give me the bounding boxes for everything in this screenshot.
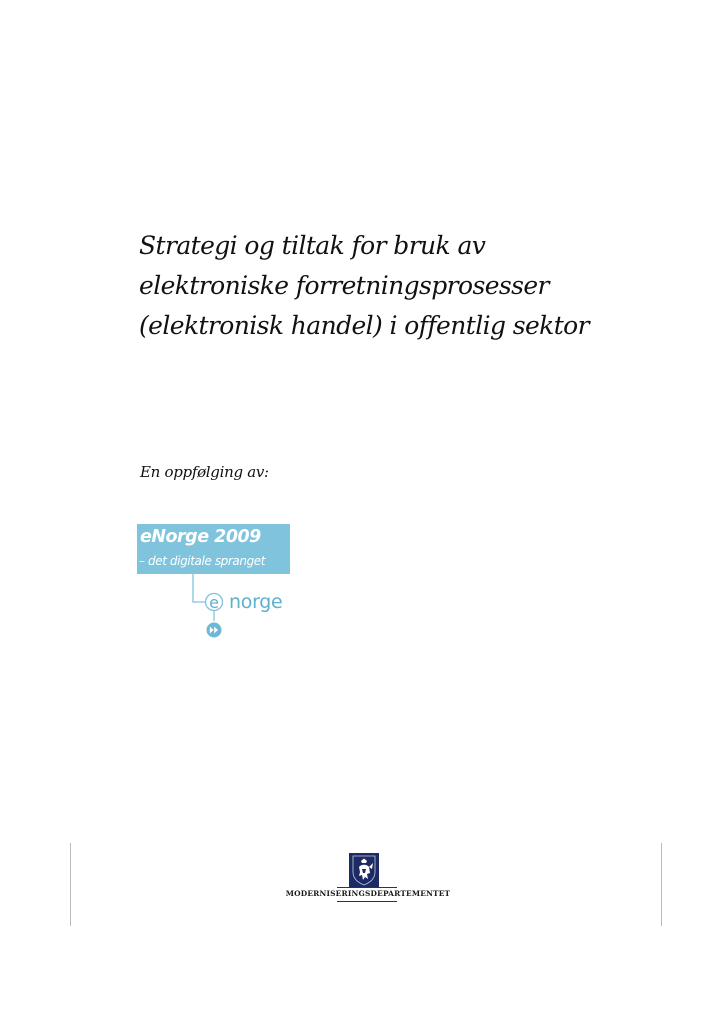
ministry-name: MODERNISERINGSDEPARTEMENTET	[285, 889, 451, 898]
frame-line-right	[661, 843, 662, 926]
title-line-2: elektroniske forretningsprosesser	[139, 271, 549, 300]
followup-label: En oppfølging av:	[140, 463, 269, 481]
fast-forward-icon	[207, 623, 222, 638]
enorge-wordmark: norge	[229, 591, 283, 613]
ministry-rule-top	[337, 887, 397, 888]
norwegian-lion-crest-icon	[349, 853, 379, 887]
ministry-rule-bottom	[337, 901, 397, 902]
enorge-wordmark-e: e	[209, 593, 219, 612]
title-line-1: Strategi og tiltak for bruk av	[139, 231, 486, 260]
enorge-logo-name: eNorge 2009	[140, 527, 261, 547]
document-title	[139, 226, 679, 346]
title-line-3: (elektronisk handel) i offentlig sektor	[139, 311, 589, 340]
frame-line-left	[70, 843, 71, 926]
enorge-logo-tagline: – det digitale spranget	[139, 554, 266, 568]
enorge-logo-box	[137, 524, 290, 574]
